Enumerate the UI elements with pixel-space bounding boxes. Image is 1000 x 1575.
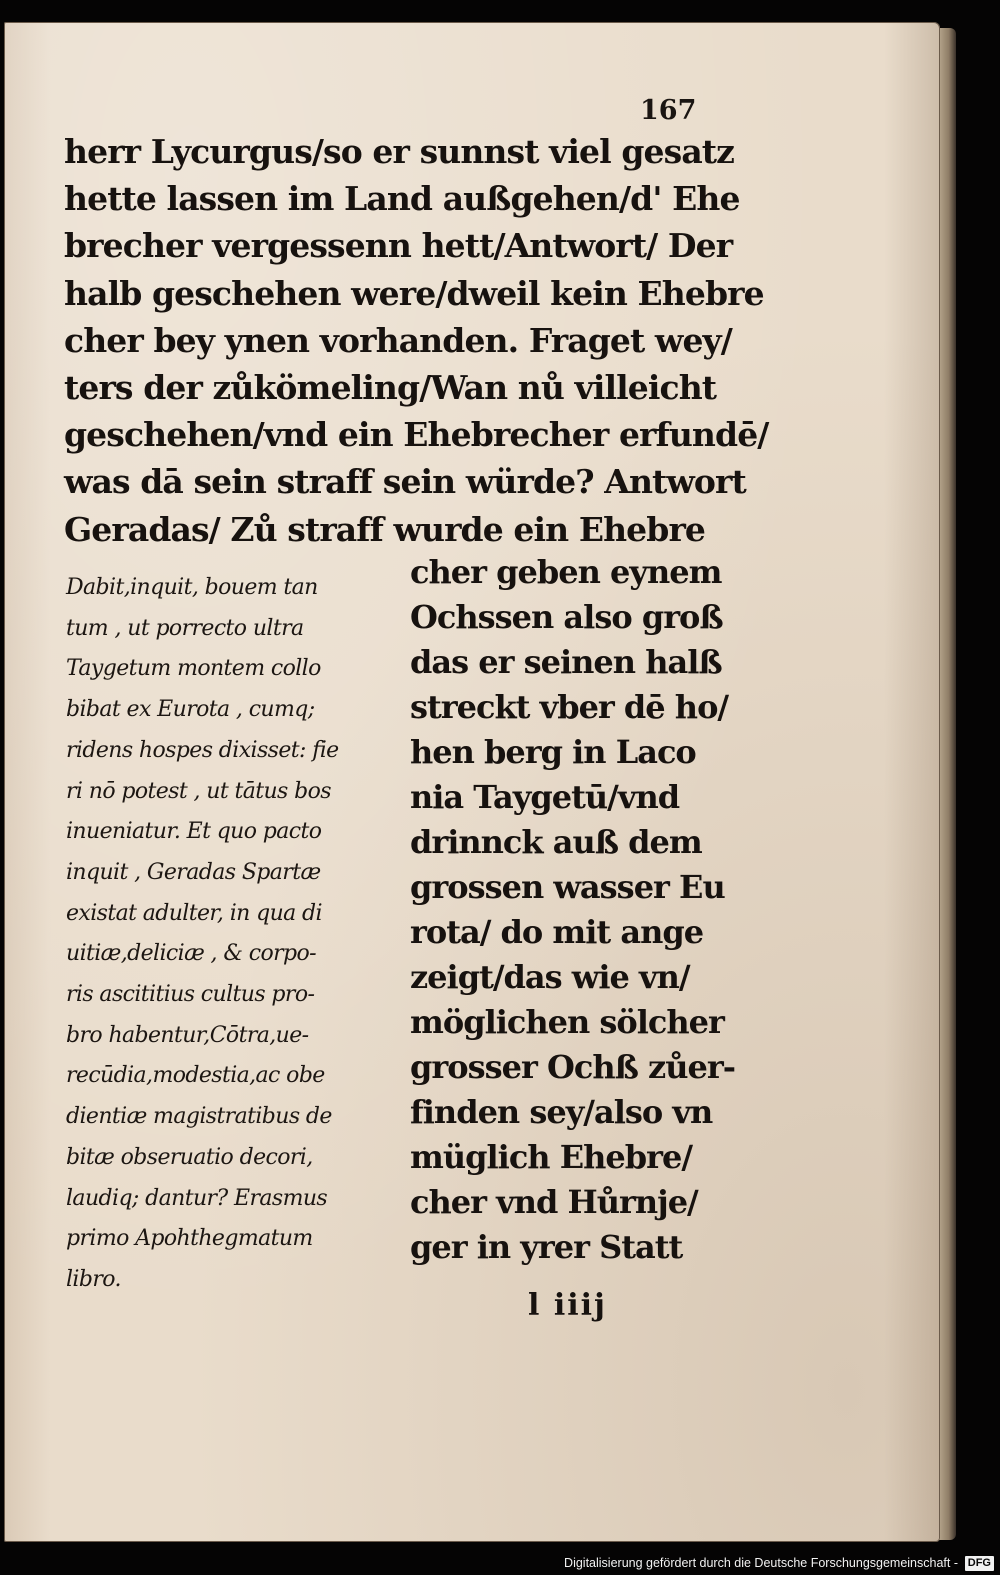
note-line: primo Apohthegmatum (66, 1226, 313, 1252)
note-line: bibat ex Eurota , cumq; (66, 697, 315, 723)
page-edge (938, 28, 956, 1540)
note-line: bro habentur,Cōtra,ue- (66, 1022, 309, 1048)
text-line: Ochssen also groß (410, 598, 723, 636)
text-line: streckt vber dē ho/ (410, 688, 729, 726)
text-line: hette lassen im Land außgehen/d' Ehe (64, 179, 740, 219)
note-line: existat adulter, in qua di (66, 900, 322, 926)
latin-margin-note (66, 568, 396, 1301)
note-line: Dabit,inquit, bouem tan (66, 575, 318, 600)
note-line: inquit , Geradas Spartæ (66, 859, 321, 885)
note-line: laudiq; dantur? Erasmus (66, 1185, 328, 1211)
text-line: ger in yrer Statt (410, 1228, 683, 1266)
text-line: grossen wasser Eu (410, 868, 725, 906)
text-line: hen berg in Laco (410, 733, 696, 771)
note-line: recūdia,modestia,ac obe (66, 1063, 325, 1089)
text-line: herr Lycurgus/so er sunnst viel gesatz (64, 132, 734, 171)
text-line: möglichen sölcher (410, 1003, 724, 1041)
note-line: inueniatur. Et quo pacto (66, 819, 322, 845)
funding-credit: Digitalisierung gefördert durch die Deutsche Forschungsgemeinschaft - (564, 1556, 958, 1570)
note-line: ri nō potest , ut tātus bos (66, 778, 331, 804)
text-line: das er seinen halß (410, 643, 722, 681)
note-line: uitiæ,deliciæ , & corpo- (66, 941, 316, 967)
text-line: nia Taygetū/vnd (410, 778, 680, 816)
dfg-logo: DFG (965, 1556, 994, 1571)
note-line: ridens hospes dixisset: fie (66, 737, 339, 763)
note-line: dientiæ magistratibus de (66, 1104, 332, 1130)
text-line: cher geben eynem (410, 553, 722, 591)
text-line: Geradas/ Zů straff wurde ein Ehebre (64, 509, 706, 549)
note-line: tum , ut porrecto ultra (66, 615, 304, 641)
right-text-column (410, 550, 740, 1270)
text-line: cher bey ynen vorhanden. Fraget wey/ (64, 320, 732, 360)
text-line: was dā sein straff sein würde? Antwort (64, 462, 746, 502)
text-line: finden sey/also vn (410, 1093, 713, 1131)
text-line: grosser Ochß zůer- (410, 1048, 735, 1086)
text-line: rota/ do mit ange (410, 913, 704, 951)
text-line: zeigt/das wie vn/ (410, 958, 690, 996)
page-number: 167 (640, 95, 697, 126)
text-line: brecher vergessenn hett/Antwort/ Der (64, 226, 733, 266)
text-line: müglich Ehebre/ (410, 1138, 692, 1176)
text-line: cher vnd Hůrnje/ (410, 1183, 698, 1221)
text-line: ters der zůkömeling/Wan nů villeicht (64, 368, 717, 408)
main-text-block (64, 128, 769, 553)
note-line: bitæ obseruatio decori, (66, 1144, 313, 1170)
note-line: libro. (66, 1266, 121, 1292)
signature-mark: l iiij (528, 1288, 607, 1323)
text-line: geschehen/vnd ein Ehebrecher erfundē/ (64, 415, 769, 455)
note-line: ris ascititius cultus pro- (66, 982, 315, 1008)
text-line: halb geschehen were/dweil kein Ehebre (64, 273, 764, 313)
note-line: Taygetum montem collo (66, 656, 321, 682)
text-line: drinnck auß dem (410, 823, 702, 861)
